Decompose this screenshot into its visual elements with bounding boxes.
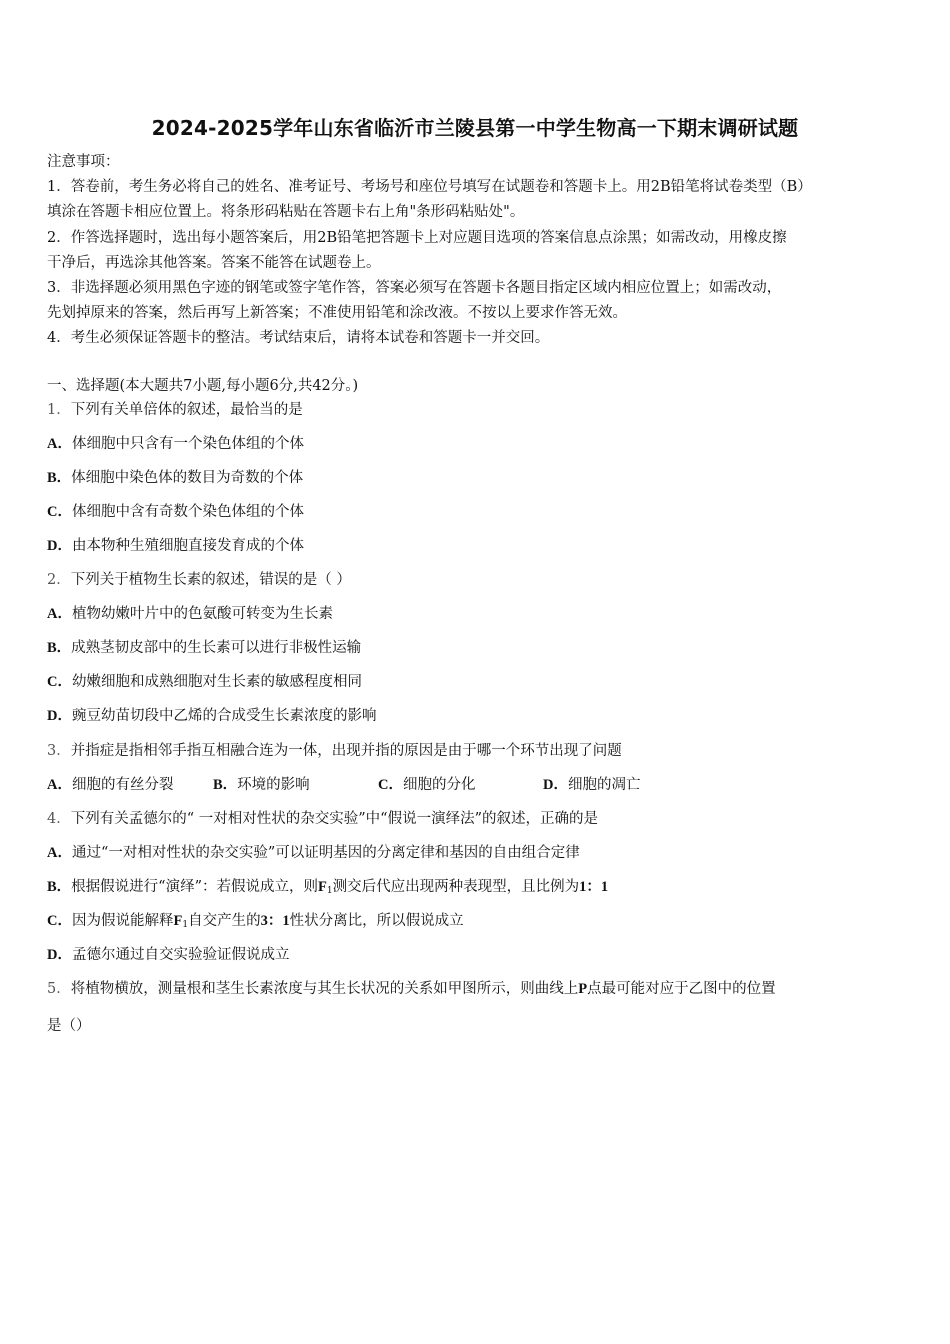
option-text: 植物幼嫩叶片中的色氨酸可转变为生长素 (71, 606, 333, 622)
option-letter: A． (47, 777, 72, 793)
option-row-3 (47, 773, 640, 797)
option-letter: A． (47, 436, 72, 452)
option-letter: C． (47, 504, 72, 520)
notice-line: 3．非选择题必须用黑色字迹的钢笔或签字笔作答，答案必须写在答题卡各题目指定区域内相应位置上；如需改动， (47, 280, 782, 297)
option-1b (47, 466, 303, 490)
question-5-continued: 是（） (47, 1018, 91, 1034)
option-3d (543, 773, 640, 797)
option-text: 由本物种生殖细胞直接发育成的个体 (71, 538, 304, 554)
notice-block (47, 150, 905, 352)
option-letter: D． (543, 777, 568, 793)
option-text: 自交产生的 (188, 913, 261, 929)
option-text: 细胞的分化 (402, 777, 476, 793)
option-letter: A． (47, 845, 72, 861)
option-text: 幼嫩细胞和成熟细胞对生长素的敏感程度相同 (71, 674, 362, 690)
notice-line: 4．考生必须保证答题卡的整洁。考试结束后，请将本试卷和答题卡一并交回。 (47, 330, 550, 347)
option-3a (47, 773, 213, 797)
question-text: 将植物横放，测量根和茎生长素浓度与其生长状况的关系如甲图所示，则曲线上 (70, 981, 579, 997)
option-2a (47, 602, 333, 626)
option-letter: A． (47, 606, 72, 622)
question-number: 4． (47, 811, 71, 827)
option-letter: D． (47, 538, 72, 554)
notice-line: 先划掉原来的答案，然后再写上新答案；不准使用铅笔和涂改液。不按以上要求作答无效。 (47, 305, 627, 322)
notice-line: 干净后，再选涂其他答案。答案不能答在试题卷上。 (47, 254, 381, 271)
question-text: 下列关于植物生长素的叙述，错误的是（ ） (70, 572, 351, 588)
option-letter: B． (47, 470, 72, 486)
page-title: 2024-2025学年山东省临沂市兰陵县第一中学生物高一下期末调研试题 (151, 116, 799, 140)
option-1a (47, 432, 304, 456)
option-2c (47, 670, 362, 694)
question-number: 5． (47, 981, 71, 997)
option-4a (47, 841, 580, 865)
question-text: 点最可能对应于乙图中的位置 (587, 981, 776, 997)
subscript: 1 (182, 920, 189, 930)
question-number: 3． (47, 743, 71, 759)
question-number: 1． (47, 402, 71, 418)
option-2d (47, 704, 376, 728)
question-text: 并指症是指相邻手指互相融合连为一体，出现并指的原因是由于哪一个环节出现了问题 (70, 743, 622, 759)
option-letter: D． (47, 947, 72, 963)
notice-line: 填涂在答题卡相应位置上。将条形码粘贴在答题卡右上角"条形码粘贴处"。 (47, 204, 525, 221)
question-4 (47, 807, 598, 831)
question-2 (47, 568, 351, 592)
option-text: 豌豆幼苗切段中乙烯的合成受生长素浓度的影响 (71, 708, 377, 724)
option-letter: D． (47, 708, 72, 724)
question-3 (47, 739, 622, 763)
question-text: 下列有关单倍体的叙述，最恰当的是 (70, 402, 303, 418)
option-text: 细胞的有丝分裂 (71, 777, 174, 793)
option-letter: C． (47, 913, 72, 929)
option-bold: F (318, 879, 327, 895)
option-letter: C． (378, 777, 403, 793)
option-text: 因为假说能解释 (71, 913, 174, 929)
option-bold: F (173, 913, 183, 929)
option-bold: 1：1 (579, 879, 609, 895)
question-text: 下列有关孟德尔的“ 一对相对性状的杂交实验”中“假说一演绎法”的叙述，正确的是 (70, 811, 598, 827)
option-1d (47, 534, 304, 558)
section-heading: 一、选择题(本大题共7小题,每小题6分,共42分。) (47, 378, 359, 394)
notice-heading: 注意事项： (47, 154, 120, 170)
question-bold: P (578, 981, 588, 997)
option-3c (378, 773, 543, 797)
option-bold: 3：1 (260, 913, 290, 929)
question-number: 2． (47, 572, 71, 588)
option-letter: B． (213, 777, 238, 793)
option-text: 根据假说进行“演绎”：若假说成立，则 (71, 879, 318, 895)
option-text: 成熟茎韧皮部中的生长素可以进行非极性运输 (71, 640, 362, 656)
notice-line: 1．答卷前，考生务必将自己的姓名、准考证号、考场号和座位号填写在试题卷和答题卡上。用2B铅笔将试卷类型（B） (47, 179, 812, 196)
option-3b (213, 773, 378, 797)
question-5 (47, 977, 776, 1001)
option-text: 性状分离比，所以假说成立 (289, 913, 464, 929)
notice-line: 2．作答选择题时，选出每小题答案后，用2B铅笔把答题卡上对应题目选项的答案信息点涂黑；如需改动，用橡皮擦 (47, 229, 787, 246)
option-2b (47, 636, 361, 660)
option-text: 环境的影响 (237, 777, 310, 793)
option-text: 体细胞中染色体的数目为奇数的个体 (71, 470, 304, 486)
option-letter: B． (47, 640, 72, 656)
option-text: 测交后代应出现两种表现型，且比例为 (332, 879, 580, 895)
option-text: 细胞的凋亡 (567, 777, 641, 793)
option-text: 孟德尔通过自交实验验证假说成立 (71, 947, 290, 963)
option-1c (47, 500, 304, 524)
option-4b (47, 875, 608, 903)
option-text: 体细胞中含有奇数个染色体组的个体 (71, 504, 304, 520)
option-text: 体细胞中只含有一个染色体组的个体 (71, 436, 304, 452)
question-1 (47, 398, 303, 422)
option-letter: C． (47, 674, 72, 690)
subscript: 1 (326, 886, 333, 896)
option-letter: B． (47, 879, 72, 895)
option-4d (47, 943, 289, 967)
option-4c (47, 909, 464, 937)
option-text: 通过“一对相对性状的杂交实验”可以证明基因的分离定律和基因的自由组合定律 (71, 845, 580, 861)
